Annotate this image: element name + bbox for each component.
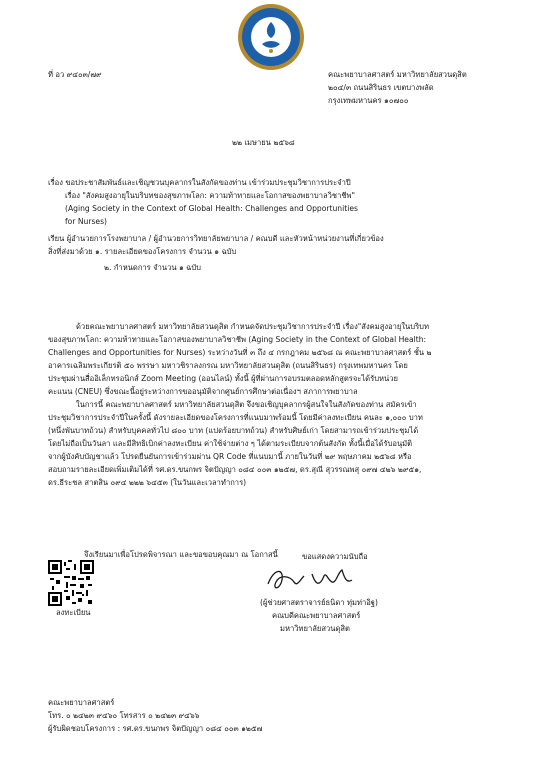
sender-address: [328, 70, 467, 109]
closing-line: จึงเรียนมาเพื่อโปรดพิจารณา และขอขอบคุณมา ณ โอกาสนี้: [84, 550, 278, 559]
sender-line: ๒๐๔/๓ ถนนสิรินธร เขตบางพลัด: [328, 83, 434, 92]
sender-line: กรุงเทพมหานคร ๑๐๗๐๐: [328, 96, 409, 105]
body-line: จากผู้บังคับบัญชาแล้ว โปรดยืนยันการเข้าร่วมผ่าน QR Code ที่แนบมานี้ ภายในวันที่ ๒๙ พฤษภาคม ๒๕๖๘ หรือ: [48, 452, 412, 461]
body-line: ประชุมผ่านสื่ออิเล็กทรอนิกส์ Zoom Meeting (ออนไลน์) ทั้งนี้ ผู้ที่ผ่านการอบรมตลอดหลักสูตรจะได้รับหน่วย: [48, 374, 398, 383]
attachment-line: ๒. กำหนดการ จำนวน ๑ ฉบับ: [104, 263, 201, 272]
body-line: ในการนี้ คณะพยาบาลศาสตร์ มหาวิทยาลัยสวนดุสิต จึงขอเชิญบุคลากรผู้สนใจในสังกัดของท่าน สมัครเข้า: [76, 400, 417, 409]
footer-line: โทร. ๐ ๒๔๒๓ ๙๔๖๐ โทรสาร ๐ ๒๔๒๓ ๙๔๖๖: [48, 711, 200, 720]
university-seal-icon: [236, 2, 306, 72]
body-line: สอบถามรายละเอียดเพิ่มเติมได้ที่ รศ.ดร.ขนกพร จิตปัญญา ๐๘๔ ๐๐๓ ๑๒๕๗, ดร.สุณี สุวรรณพสุ ๐๙๗ ๔๒๖ ๒๙๕๑,: [48, 465, 422, 474]
body-line: ด้วยคณะพยาบาลศาสตร์ มหาวิทยาลัยสวนดุสิต กำหนดจัดประชุมวิชาการประจำปี เรื่อง"สังคมสูงอายุในบริบท: [76, 322, 429, 331]
subject-line: for Nurses): [65, 217, 108, 226]
signer-name: (ผู้ช่วยศาสตราจารย์ธนิดา ทุ่มท่าอิฐ): [260, 598, 378, 607]
body-line: คะแนน (CNEU) ซึ่งขณะนี้อยู่ระหว่างการขออนุมัติจากศูนย์การศึกษาต่อเนื่องฯ สภาการพยาบาล: [48, 387, 358, 396]
subject-line: (Aging Society in the Context of Global Health: Challenges and Opportunities: [65, 204, 358, 213]
attachment-line: สิ่งที่ส่งมาด้วย ๑. รายละเอียดของโครงการ จำนวน ๑ ฉบับ: [48, 247, 237, 256]
body-line: ประชุมวิชาการประจำปีในครั้งนี้ ดังรายละเอียดของโครงการที่แนบมาพร้อมนี้ โดยมีค่าลงทะเบียน คนละ ๑,๐๐๐ บาท: [48, 413, 423, 422]
qr-label: ลงทะเบียน: [56, 608, 91, 617]
university-logo: [236, 2, 306, 72]
handwritten-signature: [264, 562, 444, 596]
sender-line: คณะพยาบาลศาสตร์ มหาวิทยาลัยสวนดุสิต: [328, 70, 467, 79]
body-line: ของสุขภาพโลก: ความท้าทายและโอกาสของพยาบาลวิชาชีพ (Aging Society in the Context of Global Health:: [48, 335, 427, 344]
body-line: โดยไม่ถือเป็นวันลา และมีสิทธิเบิกค่าลงทะเบียน ค่าใช้จ่ายต่าง ๆ ได้ตามระเบียบจากต้นสังกัด ทั้งนี้เมื่อได้รับอนุมัติ: [48, 439, 413, 448]
letter-date: ๒๒ เมษายน ๒๕๖๘: [232, 138, 295, 147]
subject-line: เรื่อง ขอประชาสัมพันธ์และเชิญชวนบุคลากรในสังกัดของท่าน เข้าร่วมประชุมวิชาการประจำปี: [48, 178, 351, 187]
body-line: Challenges and Opportunities for Nurses) ระหว่างวันที่ ๓ ถึง ๔ กรกฎาคม ๒๕๖๘ ณ คณะพยาบาลศาสตร์ ชั้น ๒: [48, 348, 432, 357]
regards-text: ขอแสดงความนับถือ: [302, 552, 368, 561]
qr-code-icon: [48, 560, 94, 606]
subject-line: เรื่อง "สังคมสูงอายุในบริบทของสุขภาพโลก: ความท้าทายและโอกาสของพยาบาลวิชาชีพ": [65, 191, 355, 200]
signer-organization: มหาวิทยาลัยสวนดุสิต: [280, 624, 350, 633]
letter-body: [48, 322, 514, 491]
footer-line: คณะพยาบาลศาสตร์: [48, 698, 115, 707]
recipient-line: เรียน ผู้อำนวยการโรงพยาบาล / ผู้อำนวยการวิทยาลัยพยาบาล / คณบดี และหัวหน้าหน่วยงานที่เกี่ยวข้อง: [48, 234, 384, 243]
footer-line: ผู้รับผิดชอบโครงการ : รศ.ดร.ขนกพร จิตปัญญา ๐๘๔ ๐๐๓ ๑๒๕๗: [48, 724, 263, 733]
body-line: ดร.ธีระชล สาตสิน ๐๙๔ ๒๒๒ ๖๔๕๓ (ในวันและเวลาทำการ): [48, 478, 247, 487]
body-line: (หนึ่งพันบาทถ้วน) สำหรับบุคคลทั่วไป ๘๐๐ บาท (แปดร้อยบาทถ้วน) สำหรับศิษย์เก่า โดยสามารถเข้าร่วมประชุมได้: [48, 426, 419, 435]
registration-qr-code[interactable]: [48, 560, 94, 606]
signer-position: คณบดีคณะพยาบาลศาสตร์: [272, 611, 361, 620]
subject-block: [48, 178, 508, 276]
body-line: อาคารเฉลิมพระเกียรติ ๕๐ พรรษา มหาวชิราลงกรณ มหาวิทยาลัยสวนดุสิต (ถนนสิรินธร) กรุงเทพมหานคร โดย: [48, 361, 408, 370]
reference-number: ที่ อว ๙๔๐๓/๗๙: [48, 70, 102, 79]
footer-contact: [48, 698, 262, 737]
